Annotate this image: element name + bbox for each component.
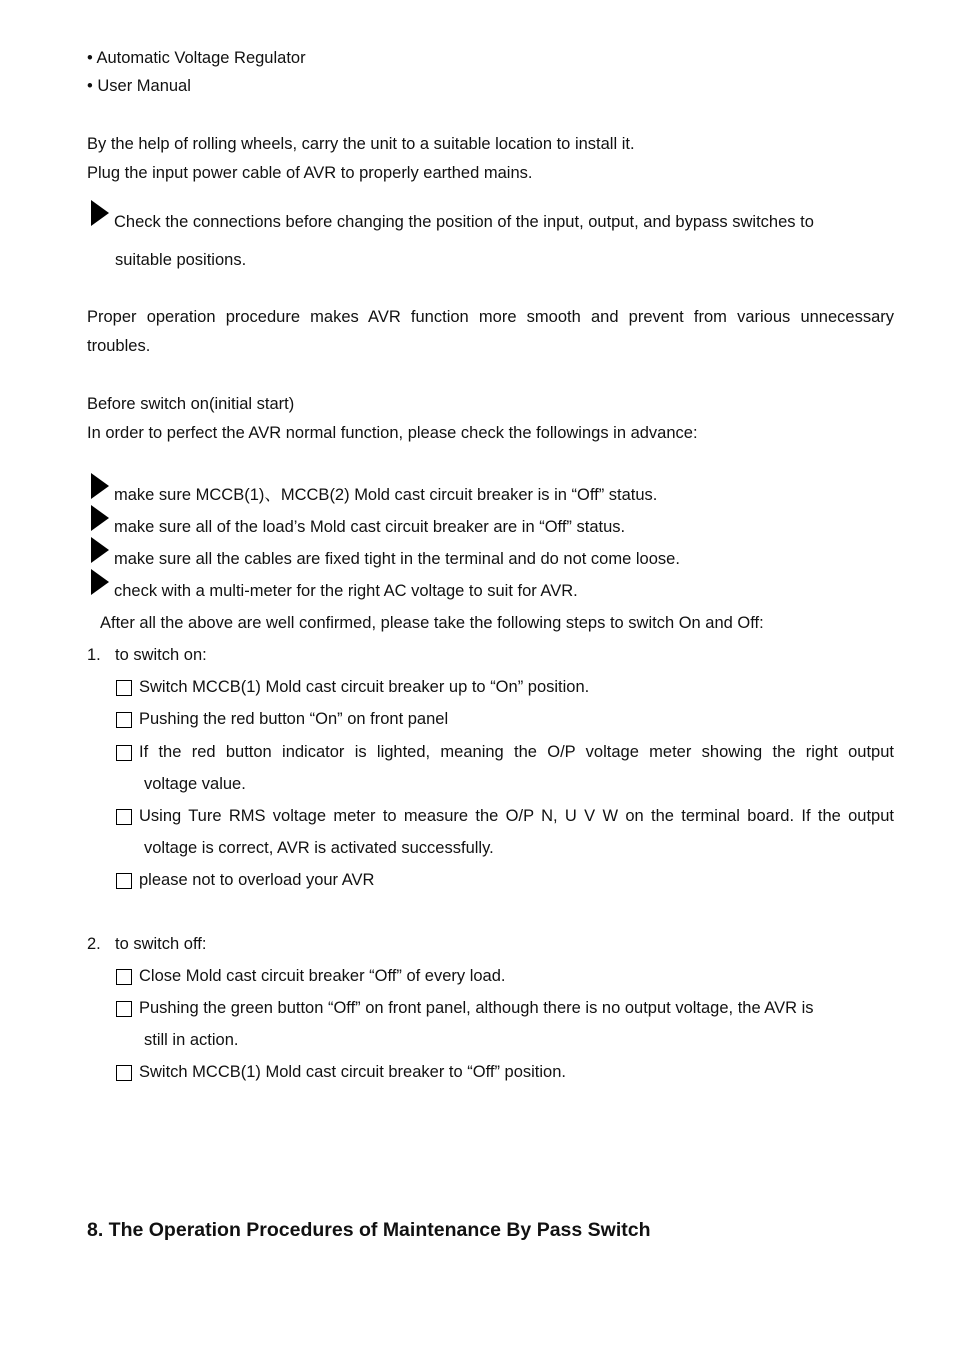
switch-off-step-continued: still in action. xyxy=(144,1031,239,1049)
checkbox-icon xyxy=(116,809,132,825)
check-item: make sure all the cables are fixed tight in the terminal and do not come loose. xyxy=(114,550,680,568)
switch-on-step: Switch MCCB(1) Mold cast circuit breaker up to “On” position. xyxy=(139,678,590,696)
checkbox-icon xyxy=(116,712,132,728)
switch-on-step: Using Ture RMS voltage meter to measure the O/P N, U V W on the terminal board. If the output xyxy=(139,807,894,825)
before-line: In order to perfect the AVR normal function, please check the followings in advance: xyxy=(87,424,698,442)
intro-paragraph: Proper operation procedure makes AVR function more smooth and prevent from various unnecessary xyxy=(87,308,894,326)
check-item: check with a multi-meter for the right AC voltage to suit for AVR. xyxy=(114,582,578,600)
switch-on-step: If the red button indicator is lighted, meaning the O/P voltage meter showing the right output xyxy=(139,743,894,761)
checkbox-icon xyxy=(116,873,132,889)
check-item: make sure all of the load’s Mold cast circuit breaker are in “Off” status. xyxy=(114,518,626,536)
list-number: 2. xyxy=(87,935,101,953)
switch-off-step: Close Mold cast circuit breaker “Off” of every load. xyxy=(139,967,506,985)
switch-on-step-continued: voltage value. xyxy=(144,775,246,793)
switch-on-step: please not to overload your AVR xyxy=(139,871,375,889)
check-item: make sure MCCB(1)、MCCB(2) Mold cast circuit breaker is in “Off” status. xyxy=(114,486,658,504)
checkbox-icon xyxy=(116,1065,132,1081)
install-note: Check the connections before changing the position of the input, output, and bypass switches to xyxy=(114,213,814,231)
after-confirm-line: After all the above are well confirmed, please take the following steps to switch On and Off: xyxy=(100,614,764,632)
switch-off-step: Pushing the green button “Off” on front panel, although there is no output voltage, the AVR is xyxy=(139,999,814,1017)
install-line-1: By the help of rolling wheels, carry the unit to a suitable location to install it. xyxy=(87,135,635,153)
switch-on-title: to switch on: xyxy=(115,646,207,664)
section-heading: 8. The Operation Procedures of Maintenance By Pass Switch xyxy=(87,1219,651,1241)
checkbox-icon xyxy=(116,745,132,761)
checkbox-icon xyxy=(116,1001,132,1017)
arrow-bullet-icon xyxy=(91,505,109,531)
switch-off-title: to switch off: xyxy=(115,935,207,953)
arrow-bullet-icon xyxy=(91,473,109,499)
arrow-bullet-icon xyxy=(91,200,109,226)
list-number: 1. xyxy=(87,646,101,664)
checkbox-icon xyxy=(116,680,132,696)
checkbox-icon xyxy=(116,969,132,985)
package-item-manual: • User Manual xyxy=(87,77,191,95)
install-note-continued: suitable positions. xyxy=(115,251,247,269)
arrow-bullet-icon xyxy=(91,569,109,595)
before-heading: Before switch on(initial start) xyxy=(87,395,295,413)
arrow-bullet-icon xyxy=(91,537,109,563)
switch-on-step-continued: voltage is correct, AVR is activated successfully. xyxy=(144,839,494,857)
switch-on-step: Pushing the red button “On” on front panel xyxy=(139,710,449,728)
switch-off-step: Switch MCCB(1) Mold cast circuit breaker to “Off” position. xyxy=(139,1063,566,1081)
package-item-avr: • Automatic Voltage Regulator xyxy=(87,49,306,67)
install-line-2: Plug the input power cable of AVR to properly earthed mains. xyxy=(87,164,533,182)
intro-paragraph-continued: troubles. xyxy=(87,337,151,355)
